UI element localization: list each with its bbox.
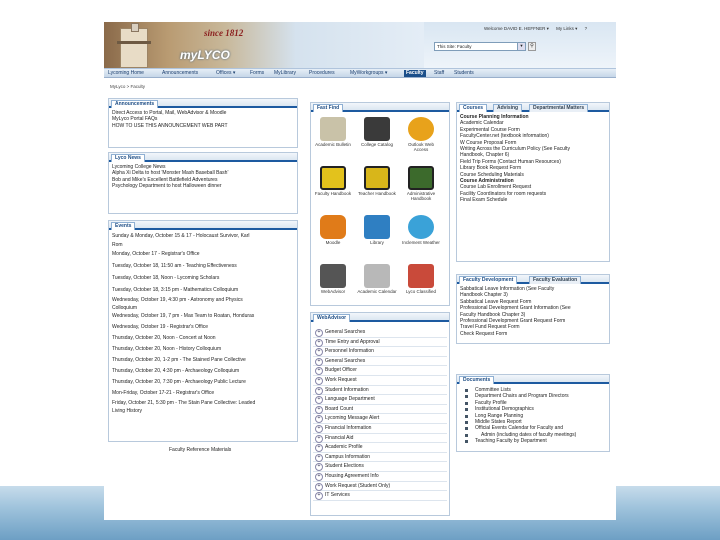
- courses-list: [457, 112, 609, 206]
- webadvisor-list: [311, 322, 449, 501]
- site-logo[interactable]: myLYCO: [180, 48, 230, 62]
- nav-offices[interactable]: Offices ▾: [216, 70, 236, 76]
- documents-list: [457, 384, 609, 445]
- webadvisor-item[interactable]: + Financial Information: [313, 424, 447, 434]
- events-list: [109, 230, 297, 416]
- announcement-item[interactable]: HOW TO USE THIS ANNOUNCEMENT WEB PART: [112, 122, 228, 129]
- webadvisor-item[interactable]: + Academic Profile: [313, 443, 447, 453]
- announcements-panel: [108, 98, 298, 148]
- news-item[interactable]: Bob and Mike's Excellent Battlefield Adventures: [112, 176, 218, 183]
- facdev-list: [457, 284, 609, 339]
- events-title: Events: [111, 222, 135, 230]
- fastfind-label: Moodle: [325, 240, 341, 245]
- event-item[interactable]: Thursday, October 20, 1-2 pm - The Stained Pane Collective: [112, 356, 246, 363]
- catalog-icon: [364, 117, 390, 141]
- classified-icon: [408, 264, 434, 288]
- building-icon: [120, 28, 148, 68]
- facdev-link[interactable]: Professional Development Grant Information (See: [460, 305, 571, 312]
- webadvisor-item[interactable]: + Language Department: [313, 395, 447, 405]
- fastfind-label: Academic Bulletin: [315, 142, 351, 147]
- teacher-handbook-link[interactable]: [357, 166, 397, 196]
- event-item[interactable]: Thursday, October 20, 7:30 pm - Archaeology Public Lecture: [112, 378, 246, 385]
- facdev-link[interactable]: Sabbatical Leave Information (See Faculty: [460, 286, 555, 292]
- webadvisor-item[interactable]: + Work Request: [313, 376, 447, 386]
- moodle-link[interactable]: [313, 215, 353, 245]
- notebook-icon: [320, 117, 346, 141]
- document-link[interactable]: Long Range Planning: [457, 413, 609, 419]
- fastfind-label: Teacher Handbook: [358, 191, 396, 196]
- event-item[interactable]: Sunday & Monday, October 15 & 17 - Holocaust Survivor, Karl: [112, 233, 250, 239]
- announcement-item[interactable]: MyLyco Portal FAQs: [112, 116, 158, 123]
- news-header: [109, 153, 297, 162]
- facdev-tabs: [457, 275, 609, 284]
- site-search-select[interactable]: [434, 42, 526, 51]
- academic-calendar-link[interactable]: [357, 264, 397, 294]
- fastfind-panel: [310, 102, 450, 306]
- webadvisor-item[interactable]: + Work Request (Student Only): [313, 482, 447, 492]
- news-item[interactable]: Alpha Xi Delta to host 'Monster Mash Baseball Bash': [112, 170, 229, 177]
- events-panel: [108, 220, 298, 453]
- event-item[interactable]: Wednesday, October 19, 4:30 pm - Astronomy and Physics: [112, 296, 243, 303]
- calendar-icon: [364, 264, 390, 288]
- webadvisor-item[interactable]: + Financial Aid: [313, 434, 447, 444]
- tab-departmental-matters[interactable]: Departmental Matters: [529, 104, 588, 112]
- breadcrumb[interactable]: MyLyco > Faculty: [110, 84, 145, 89]
- site-select-value: This Site: Faculty: [437, 44, 472, 49]
- event-item[interactable]: Mon-Friday, October 17-21 - Registrar's Office: [112, 389, 215, 396]
- tab-advising[interactable]: Advising: [493, 104, 522, 112]
- header: [104, 22, 616, 68]
- webadvisor-item[interactable]: + General Searches: [313, 328, 447, 338]
- administrative-handbook-link[interactable]: [401, 166, 441, 201]
- nav-announcements[interactable]: Announcements: [162, 70, 199, 76]
- course-link[interactable]: Field Trip Forms (Contact Human Resources): [460, 158, 561, 165]
- inclement-weather-link[interactable]: [401, 215, 441, 245]
- course-link[interactable]: Writing Across the Curriculum Policy (See Faculty: [460, 146, 570, 153]
- document-link[interactable]: Official Events Calendar for Faculty and: [457, 425, 609, 431]
- nav-procedures[interactable]: Procedures: [309, 70, 335, 76]
- courses-tabs: [457, 103, 609, 112]
- nav-mylibrary[interactable]: MyLibrary: [274, 70, 296, 76]
- document-link[interactable]: Faculty Profile: [457, 400, 609, 406]
- event-item[interactable]: Thursday, October 20, 4:30 pm - Archaeology Colloquium: [112, 367, 240, 374]
- course-planning-heading: Course Planning Information: [460, 114, 529, 120]
- webadvisor-item[interactable]: + Student Information: [313, 386, 447, 396]
- webadvisor-item[interactable]: + Personnel Information: [313, 347, 447, 357]
- snowflake-icon: [408, 215, 434, 239]
- courses-panel: [456, 102, 610, 262]
- news-item[interactable]: Psychology Department to host Halloween dinner: [112, 183, 222, 190]
- portal-screenshot: [104, 22, 616, 520]
- fastfind-label: Faculty Handbook: [314, 191, 352, 196]
- nav-myworkgroups[interactable]: MyWorkgroups ▾: [350, 70, 388, 76]
- event-item[interactable]: Friday, October 21, 5:30 pm - The Stain Pane Collective: Leaded: [112, 399, 256, 406]
- webadvisor-panel: [310, 312, 450, 516]
- tab-courses[interactable]: Courses: [459, 104, 487, 112]
- tab-faculty-evaluation[interactable]: Faculty Evaluation: [529, 276, 581, 284]
- document-link[interactable]: Teaching Faculty by Department: [457, 438, 609, 444]
- document-link[interactable]: Committee Lists: [457, 387, 609, 393]
- event-item[interactable]: Tuesday, October 18, 3:15 pm - Mathematics Colloquium: [112, 286, 239, 293]
- course-link[interactable]: Course Lab Enrollment Request: [460, 184, 532, 191]
- event-item[interactable]: Monday, October 17 - Registrar's Office: [112, 250, 200, 257]
- fastfind-label: Inclement Weather: [402, 240, 440, 245]
- webadvisor-item[interactable]: + Board Count: [313, 405, 447, 415]
- events-header: [109, 221, 297, 230]
- help-icon[interactable]: ?: [584, 26, 588, 31]
- webadvisor-header: [311, 313, 449, 322]
- webadvisor-item[interactable]: + Housing Agreement Info: [313, 472, 447, 482]
- tab-faculty-development[interactable]: Faculty Development: [459, 276, 517, 284]
- nav-staff[interactable]: Staff: [434, 70, 445, 76]
- course-link[interactable]: Handbook, Chapter 6): [460, 152, 510, 159]
- news-panel: [108, 152, 298, 214]
- announcements-header: [109, 99, 297, 108]
- fastfind-label: Lyco Classified: [405, 289, 437, 294]
- nav-lycoming-home[interactable]: Lycoming Home: [108, 70, 144, 76]
- course-link[interactable]: Library Book Request Form: [460, 165, 522, 172]
- course-link[interactable]: Academic Calendar: [460, 120, 504, 127]
- event-item[interactable]: Tuesday, October 18, 11:50 am - Teaching Effectiveness: [112, 262, 237, 269]
- user-menu: [484, 26, 593, 32]
- document-link[interactable]: Middle States Report: [457, 419, 609, 425]
- facdev-link[interactable]: Handbook Chapter 3): [460, 292, 508, 299]
- welcome-menu[interactable]: Welcome DAVID E. HEFFNER ▾: [484, 26, 549, 31]
- facdev-link[interactable]: Faculty Handbook Chapter 3): [460, 311, 526, 318]
- search-button[interactable]: ⚲: [528, 42, 536, 51]
- announcement-item[interactable]: Direct Access to Portal, Mail, WebAdvisor & Moodle: [112, 110, 227, 116]
- fastfind-label: WebAdvisor: [320, 289, 346, 294]
- since-text: since 1812: [204, 28, 244, 38]
- document-link[interactable]: Institutional Demographics: [457, 406, 609, 412]
- course-admin-heading: Course Administration: [460, 178, 514, 185]
- nav-forms[interactable]: Forms: [250, 70, 265, 76]
- course-link[interactable]: W Course Proposal Form: [460, 139, 517, 146]
- event-item[interactable]: Thursday, October 20, Noon - History Colloquium: [112, 345, 222, 352]
- fastfind-label: Academic Calendar: [357, 289, 397, 294]
- documents-header: [457, 375, 609, 384]
- lyco-classified-link[interactable]: [401, 264, 441, 294]
- fastfind-header: [311, 103, 449, 112]
- webadvisor-item[interactable]: + Student Elections: [313, 462, 447, 472]
- book-icon: [364, 166, 390, 190]
- nav-faculty[interactable]: Faculty: [406, 70, 424, 76]
- library-link[interactable]: [357, 215, 397, 245]
- outlook-web-link[interactable]: [401, 117, 441, 152]
- moodle-icon: [320, 215, 346, 239]
- course-link[interactable]: FacultyCenter.net (textbook information): [460, 133, 549, 140]
- fastfind-title: Fast Find: [313, 104, 343, 112]
- event-item[interactable]: Living History: [112, 407, 143, 414]
- academic-bulletin-link[interactable]: [313, 117, 353, 147]
- faculty-development-panel: [456, 274, 610, 344]
- documents-panel: [456, 374, 610, 452]
- webadvisor-item[interactable]: + Campus Information: [313, 453, 447, 463]
- faculty-handbook-link[interactable]: [313, 166, 353, 196]
- news-list: [109, 162, 297, 192]
- book-icon: [408, 166, 434, 190]
- document-link[interactable]: Department Chairs and Program Directors: [457, 393, 609, 399]
- documents-title: Documents: [459, 376, 494, 384]
- event-item[interactable]: Wednesday, October 19, 7 pm - Max Team to Roatan, Honduras: [112, 312, 255, 319]
- event-item[interactable]: Wednesday, October 19 - Registrar's Office: [112, 323, 208, 330]
- news-title: Lyco News: [111, 154, 145, 162]
- event-item[interactable]: Colloquium: [112, 304, 138, 311]
- header-banner: [104, 22, 424, 68]
- facdev-link[interactable]: Check Request Form: [460, 330, 508, 337]
- fastfind-label: Administrative Handbook: [406, 191, 436, 201]
- webadvisor-link[interactable]: [313, 264, 353, 294]
- news-item[interactable]: Lycoming College News: [112, 164, 166, 170]
- chevron-down-icon: ▼: [517, 43, 525, 50]
- course-link[interactable]: Final Exam Schedule: [460, 197, 508, 204]
- webadvisor-item[interactable]: + Lycoming Message Alert: [313, 414, 447, 424]
- top-nav: [104, 68, 616, 78]
- faculty-reference-link[interactable]: Faculty Reference Materials: [169, 447, 232, 453]
- college-catalog-link[interactable]: [357, 117, 397, 147]
- nav-students[interactable]: Students: [454, 70, 474, 76]
- webadvisor-icon: [320, 264, 346, 288]
- announcements-list: [109, 108, 297, 131]
- course-link[interactable]: Course Scheduling Materials: [460, 171, 524, 178]
- course-link[interactable]: Experimental Course Form: [460, 126, 520, 133]
- outlook-icon: [408, 117, 434, 141]
- course-link[interactable]: Facility Coordinators for room requests: [460, 190, 547, 197]
- webadvisor-item[interactable]: + IT Services: [313, 491, 447, 501]
- fastfind-label: College Catalog: [360, 142, 394, 147]
- event-item[interactable]: Thursday, October 20, Noon - Concert at Noon: [112, 334, 216, 341]
- webadvisor-item[interactable]: + Budget Officer: [313, 366, 447, 376]
- fastfind-label: Library: [370, 240, 384, 245]
- facdev-link[interactable]: Professional Development Grant Request Form: [460, 318, 566, 325]
- my-links-menu[interactable]: My Links ▾: [556, 26, 578, 31]
- facdev-link[interactable]: Travel Fund Request Form: [460, 324, 520, 331]
- webadvisor-item[interactable]: + Time Entry and Approval: [313, 338, 447, 348]
- event-item[interactable]: Rom: [112, 241, 123, 248]
- fastfind-label: Outlook Web Access: [408, 142, 434, 152]
- announcements-title: Announcements: [111, 100, 158, 108]
- facdev-link[interactable]: Sabbatical Leave Request Form: [460, 298, 532, 305]
- book-icon: [320, 166, 346, 190]
- event-item[interactable]: Tuesday, October 18, Noon - Lycoming Scholars: [112, 274, 220, 281]
- document-link[interactable]: Admin (including dates of faculty meetings): [457, 432, 609, 438]
- webadvisor-item[interactable]: + General Searches: [313, 357, 447, 367]
- library-icon: [364, 215, 390, 239]
- webadvisor-title: WebAdvisor: [313, 314, 350, 322]
